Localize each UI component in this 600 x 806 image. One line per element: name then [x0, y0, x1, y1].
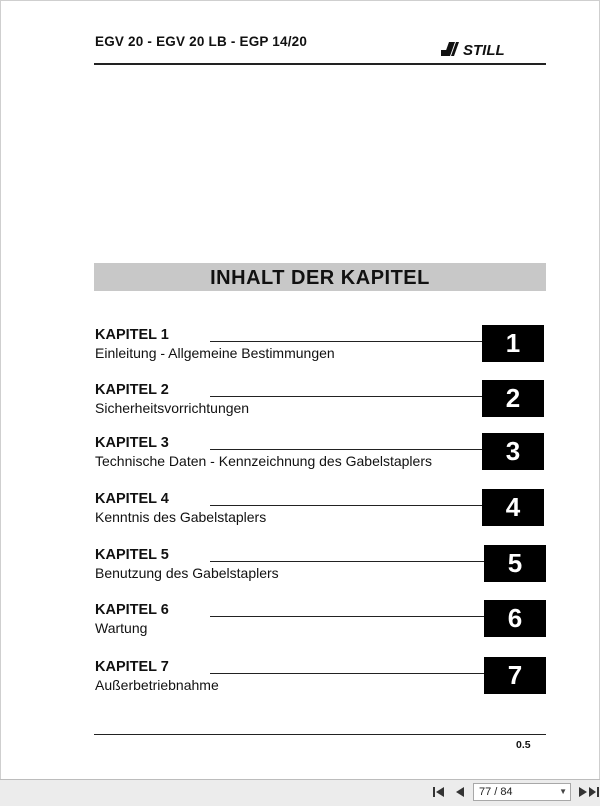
first-page-icon[interactable] — [432, 785, 446, 799]
chapter-number-box: 1 — [482, 325, 544, 362]
chevron-down-icon[interactable]: ▼ — [559, 787, 567, 796]
chapter-leader-line — [210, 505, 494, 506]
chapter-heading: KAPITEL 2 — [95, 382, 169, 398]
header-model: EGV 20 - EGV 20 LB - EGP 14/20 — [95, 34, 308, 49]
chapter-subtitle: Kenntnis des Gabelstaplers — [95, 509, 267, 525]
chapter-leader-line — [210, 561, 494, 562]
chapter-entry-3 — [94, 433, 546, 471]
page-separator: / — [494, 786, 498, 798]
total-pages: 84 — [500, 786, 513, 798]
chapter-heading: KAPITEL 5 — [95, 547, 169, 563]
chapter-entry-6 — [94, 600, 546, 638]
chapter-leader-line — [210, 396, 494, 397]
chapter-number-box: 6 — [484, 600, 546, 637]
chapter-heading: KAPITEL 7 — [95, 659, 169, 675]
chapter-entry-5 — [94, 545, 546, 583]
chapter-leader-line — [210, 616, 494, 617]
chapter-heading: KAPITEL 4 — [95, 491, 169, 507]
chapter-heading: KAPITEL 6 — [95, 602, 169, 618]
chapter-subtitle: Technische Daten - Kennzeichnung des Gabelstaplers — [95, 453, 432, 469]
chapter-entry-7 — [94, 657, 546, 695]
chapter-entry-2 — [94, 380, 546, 418]
page-number: 0.5 — [516, 739, 531, 751]
chapter-subtitle: Sicherheitsvorrichtungen — [95, 400, 250, 416]
chapter-number-box: 3 — [482, 433, 544, 470]
title-band — [94, 263, 546, 291]
chapter-entry-4 — [94, 489, 546, 527]
chapter-leader-line — [210, 341, 494, 342]
chapter-number-box: 4 — [482, 489, 544, 526]
last-page-icon[interactable] — [588, 785, 600, 799]
still-logo-text: STILL — [463, 42, 505, 57]
page-title: INHALT DER KAPITEL — [210, 266, 430, 289]
chapter-number-box: 2 — [482, 380, 544, 417]
header-rule — [94, 63, 546, 65]
pdf-viewer-toolbar — [0, 779, 600, 806]
chapter-heading: KAPITEL 1 — [95, 327, 169, 343]
footer-rule — [94, 734, 546, 735]
chapter-leader-line — [210, 673, 494, 674]
current-page[interactable]: 77 — [479, 786, 492, 798]
chapter-leader-line — [210, 449, 494, 450]
chapter-subtitle: Außerbetriebnahme — [95, 677, 219, 693]
page-selector[interactable] — [473, 783, 571, 801]
chapter-subtitle: Wartung — [95, 620, 148, 636]
chapter-heading: KAPITEL 3 — [95, 435, 169, 451]
chapter-number-box: 7 — [484, 657, 546, 694]
chapter-number-box: 5 — [484, 545, 546, 582]
chapter-entry-1 — [94, 325, 546, 363]
previous-page-icon[interactable] — [453, 785, 467, 799]
chapter-subtitle: Einleitung - Allgemeine Bestimmungen — [95, 345, 335, 361]
chapter-subtitle: Benutzung des Gabelstaplers — [95, 565, 279, 581]
still-logo — [441, 41, 545, 57]
